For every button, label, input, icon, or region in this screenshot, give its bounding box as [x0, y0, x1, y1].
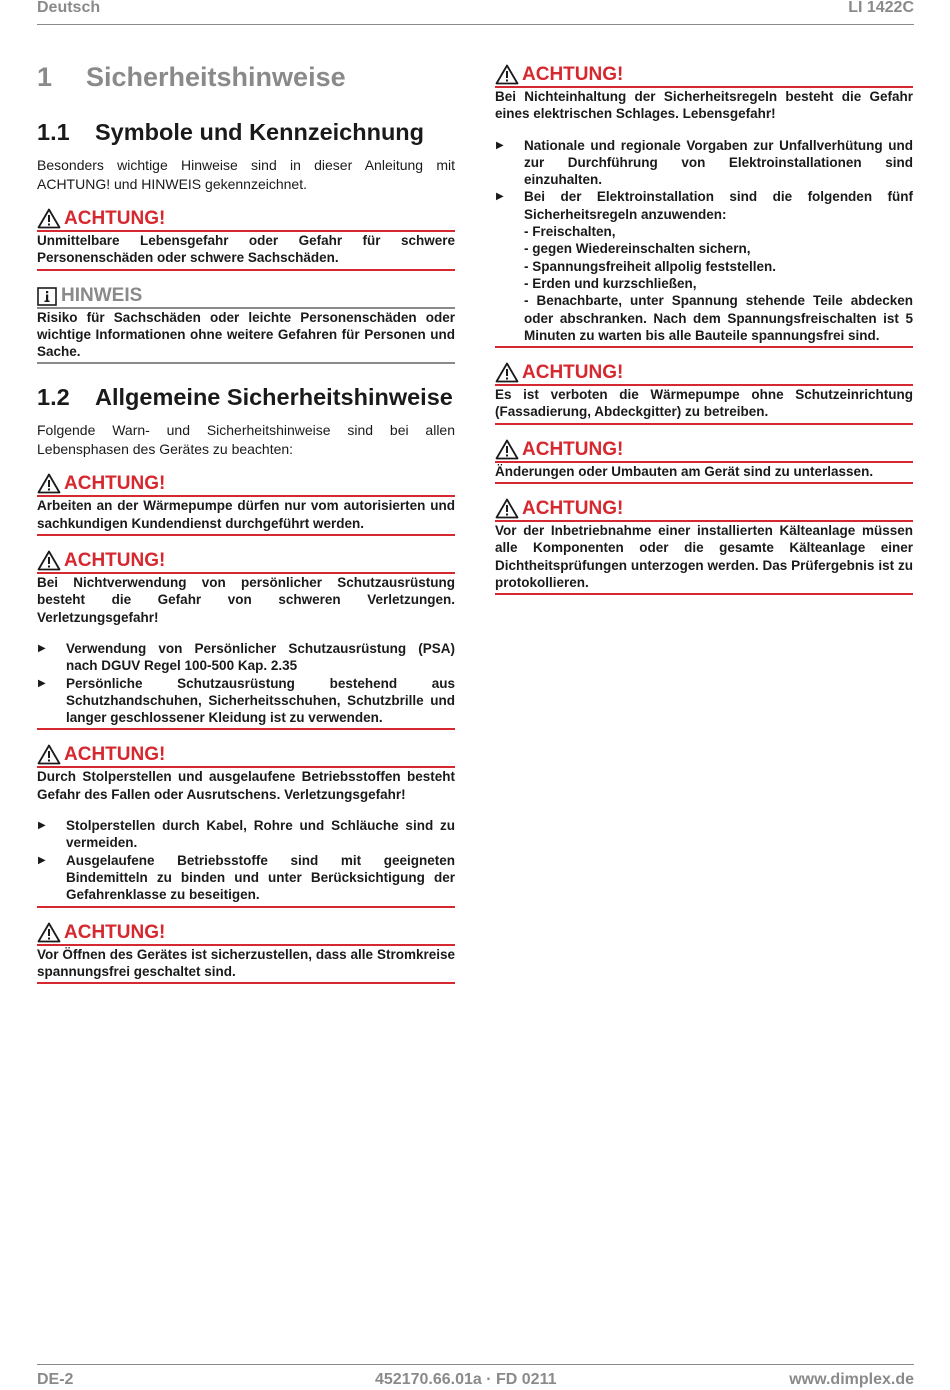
- warning-box: [495, 64, 913, 348]
- warning-triangle-icon: [37, 473, 61, 494]
- warning-box: [37, 922, 455, 985]
- warning-triangle-icon: [37, 744, 61, 765]
- page-number: DE-2: [37, 1371, 74, 1388]
- notice-title: [37, 285, 455, 309]
- section-1-2-heading: [37, 384, 455, 411]
- warning-text: Unmittelbare Lebensgefahr oder Gefahr für schwere Personenschäden oder schwere Sachschäden.: [37, 233, 455, 266]
- warning-box: [495, 439, 913, 484]
- warning-text: Arbeiten an der Wärmepumpe dürfen nur vom autorisierten und sachkundigen Kundendienst durchgeführt werden.: [37, 498, 455, 531]
- warning-title: [37, 922, 455, 946]
- instruction-list: [37, 640, 455, 726]
- warning-text: Vor der Inbetriebnahme einer installierten Kälteanlage müssen alle Komponenten oder die gesamte Kälteanlage einer Dichtheitsprüfungen unterzogen werden. Das Prüfergebnis ist zu protokollieren.: [495, 523, 913, 590]
- list-item-text: Bei der Elektroinstallation sind die folgenden fünf Sicherheitsregeln anzuwenden:: [524, 189, 913, 222]
- section-number: 1.2: [37, 384, 70, 411]
- notice-label: HINWEIS: [61, 284, 143, 306]
- warning-text: Vor Öffnen des Gerätes ist sicherzustellen, dass alle Stromkreise spannungsfrei geschaltet sind.: [37, 946, 455, 979]
- warning-text: Es ist verboten die Wärmepumpe ohne Schutzeinrichtung (Fassadierung, Abdeckgitter) zu betreiben.: [495, 387, 913, 420]
- notice-text: Risiko für Sachschäden oder leichte Personenschäden oder wichtige Informationen ohne weitere Gefahren für Personen und Sache.: [37, 309, 455, 360]
- warning-text: Bei Nichtverwendung von persönlicher Schutzausrüstung besteht die Gefahr von schweren Verletzungen. Verletzungsgefahr!: [37, 575, 455, 625]
- section-title: Sicherheitshinweise: [86, 62, 346, 92]
- warning-text: Bei Nichteinhaltung der Sicherheitsregeln besteht die Gefahr eines elektrischen Schlages. Lebensgefahr!: [495, 89, 913, 122]
- list-item: ▶ Ausgelaufene Betriebsstoffe sind mit geeigneten Bindemitteln zu binden und unter Berücksichtigung der Gefahrenklasse zu beseitigen.: [37, 852, 455, 904]
- warning-box: [495, 362, 913, 425]
- page-footer: [37, 1364, 914, 1390]
- warning-label: ACHTUNG!: [64, 921, 166, 943]
- safety-rule: - gegen Wiedereinschalten sichern,: [524, 241, 751, 257]
- section-number: 1.1: [37, 119, 70, 145]
- warning-triangle-icon: [495, 498, 519, 519]
- warning-title: [37, 550, 455, 574]
- warning-box: [37, 208, 455, 271]
- warning-text: Änderungen oder Umbauten am Gerät sind zu unterlassen.: [495, 463, 874, 479]
- list-item: [495, 188, 913, 344]
- warning-label: ACHTUNG!: [522, 498, 624, 520]
- list-item: ▶ Verwendung von Persönlicher Schutzausrüstung (PSA) nach DGUV Regel 100-500 Kap. 2.35: [37, 640, 455, 675]
- warning-box: [495, 498, 913, 595]
- website-link[interactable]: www.dimplex.de: [789, 1371, 914, 1388]
- warning-label: ACHTUNG!: [64, 473, 166, 495]
- warning-triangle-icon: [495, 64, 519, 85]
- safety-rule: - Spannungsfreiheit allpolig feststellen.: [524, 258, 777, 274]
- warning-title: [495, 64, 913, 88]
- warning-label: ACHTUNG!: [64, 208, 166, 229]
- warning-box: [37, 550, 455, 730]
- warning-label: ACHTUNG!: [522, 438, 624, 460]
- warning-title: [37, 208, 455, 232]
- section-title: Symbole und Kennzeichnung: [95, 119, 425, 145]
- warning-text: Durch Stolperstellen und ausgelaufene Betriebsstoffen besteht Gefahr des Fallen oder Ausrutschens. Verletzungsgefahr!: [37, 769, 455, 802]
- list-item: ▶ Nationale und regionale Vorgaben zur Unfallverhütung und zur Durchführung von Elektroinstallationen sind einzuhalten.: [495, 137, 913, 189]
- header-language: Deutsch: [37, 0, 101, 16]
- safety-rule: - Benachbarte, unter Spannung stehende Teile abdecken oder abschranken. Nach dem Spannungsfreischalten ist 5 Minuten zu warten bis alle Bauteile spannungsfrei sind.: [524, 293, 913, 343]
- section-1-2-intro: Folgende Warn- und Sicherheitshinweise sind bei allen Lebensphasen des Gerätes zu beachten:: [37, 422, 455, 458]
- warning-label: ACHTUNG!: [64, 744, 166, 766]
- warning-label: ACHTUNG!: [522, 64, 624, 85]
- section-1-1-heading: [37, 119, 455, 146]
- notice-box: [37, 285, 455, 365]
- warning-triangle-icon: [495, 439, 519, 460]
- warning-box: [37, 744, 455, 907]
- warning-triangle-icon: [37, 922, 61, 943]
- page-header: [37, 0, 914, 25]
- section-title: Allgemeine Sicherheitshinweise: [95, 384, 453, 411]
- warning-label: ACHTUNG!: [522, 362, 624, 384]
- warning-title: [495, 439, 913, 463]
- instruction-list: [37, 817, 455, 903]
- section-1-1-intro: Besonders wichtige Hinweise sind in dieser Anleitung mit ACHTUNG! und HINWEIS gekennzeichnet.: [37, 157, 455, 192]
- warning-box: [37, 473, 455, 536]
- warning-title: [495, 498, 913, 522]
- section-number: 1: [37, 62, 53, 92]
- section-1-heading: [37, 62, 455, 93]
- info-icon: [37, 287, 58, 306]
- warning-title: [37, 744, 455, 768]
- warning-triangle-icon: [37, 550, 61, 571]
- instruction-list: [495, 137, 913, 345]
- safety-rule: - Erden und kurzschließen,: [524, 275, 697, 291]
- warning-title: [37, 473, 455, 497]
- list-item: ▶ Persönliche Schutzausrüstung bestehend aus Schutzhandschuhen, Sicherheitsschuhen, Schutzbrille und langer geschlossener Kleidung ist zu verwenden.: [37, 675, 455, 727]
- header-model: LI 1422C: [848, 0, 914, 16]
- warning-triangle-icon: [495, 362, 519, 383]
- warning-triangle-icon: [37, 208, 61, 229]
- warning-title: [495, 362, 913, 386]
- warning-label: ACHTUNG!: [64, 550, 166, 572]
- document-number: 452170.66.01a · FD 0211: [375, 1371, 557, 1388]
- left-column: [37, 62, 455, 998]
- list-item: ▶ Stolperstellen durch Kabel, Rohre und Schläuche sind zu vermeiden.: [37, 817, 455, 852]
- safety-rule: - Freischalten,: [524, 224, 616, 240]
- right-column: [495, 64, 913, 609]
